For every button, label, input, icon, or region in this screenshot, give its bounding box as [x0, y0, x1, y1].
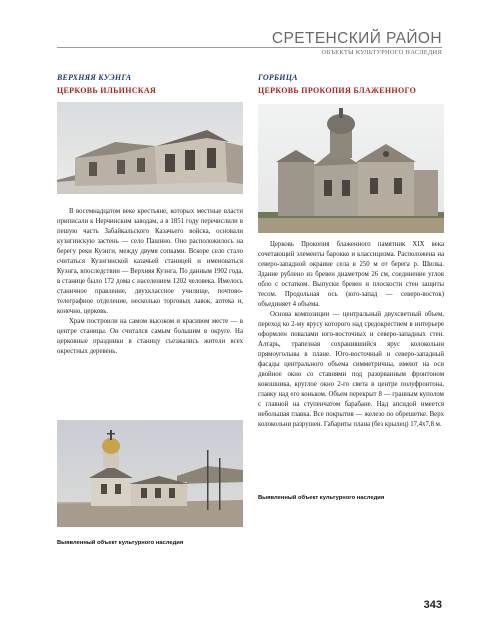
header-rule: [57, 47, 442, 48]
photo-prokopiy-church: [258, 104, 444, 233]
left-photo-caption: Выявленный объект культурного наследия: [57, 540, 184, 546]
right-church-name: ЦЕРКОВЬ ПРОКОПИЯ БЛАЖЕННОГО: [258, 86, 417, 95]
page-number: 343: [423, 599, 442, 611]
left-paragraph-1: В восемнадцатом веке крестьяне, которых местные власти приписали к Нерчинским заводам, а в 1851 году перечислили в пешую часть Забайкальского Казачьего войска, основали кузнгинскую застень — село Пашино. Оно расположилось на берегу реки Куэнги, между двумя сопками. Вскоре село стало считаться Кузнгинской казачьей станицей и именоваться Куэнга, впоследствии — Верхняя Куэнга. По данным 1902 года, в станице было 172 дома с населением 1202 человека. Имелось станичное правление, двухклассное училище, почтово-телеграфное отделение, несколько торговых лавок, аптека и, конечно, церковь.: [57, 208, 243, 315]
right-photo-caption: Выявленный объект культурного наследия: [258, 495, 385, 501]
photo-ilyinskaya-church: [57, 102, 243, 194]
right-body-text: [258, 240, 444, 430]
right-paragraph-2: Основа композиции — центральный двухсветный объем, переход ко 2-му ярусу которого над средокрестием в интерьере оформлен повалами юго-восточных и северо-западных стен. Алтарь, трапезная сохранившийся ярус колокольни прямоугольны в плане. Юго-восточный и северо-западный фасады центрального объема симметричны, имеют на оси двойное окно со ставнями под разорванным фронтоном кокошника, круглое окно 2-го света в центре полуфронтона, главку над его коньком. Объем перекрыт 8 — гранным куполом с главной на ступенчатом барабане. Над апсидой имеется небольшая главка. Все покрытия — железо по обрешетке. Верх колокольни разрушен. Габариты плана (без крылец) 17,4х7,8 м.: [258, 311, 444, 428]
left-church-name: ЦЕРКОВЬ ИЛЬИНСКАЯ: [57, 86, 157, 95]
left-body-text: [57, 207, 243, 357]
photo-winter-church: [57, 420, 243, 527]
left-paragraph-2: Храм построили на самом высоком и красивом месте — в центре станицы. Он считался самым большим в округе. На церковные праздники в станицу съезжались жители всех окрестных деревень.: [57, 318, 243, 355]
page-section-subtitle: ОБЪЕКТЫ КУЛЬТУРНОГО НАСЛЕДИЯ: [321, 49, 442, 56]
right-place-name: ГОРБИЦА: [258, 73, 298, 82]
right-paragraph-1: Церковь Прокопия блаженного памятник XIX века сочетающий элементы барокко и классицизма. Расположена на северо-западной окраине села в 250 м от берега р. Шилка. Здание рублено из бревен диаметром 26 см, соединение углов облo с остатком. Выпуски бревен и плоскости стен защиты тесом. Продольная ось (юго-запад — северо-восток) объединяет 4 объема.: [258, 241, 444, 308]
left-place-name: ВЕРХНЯЯ КУЭНГА: [57, 73, 132, 82]
page-section-title: СРЕТЕНСКИЙ РАЙОН: [271, 30, 442, 47]
